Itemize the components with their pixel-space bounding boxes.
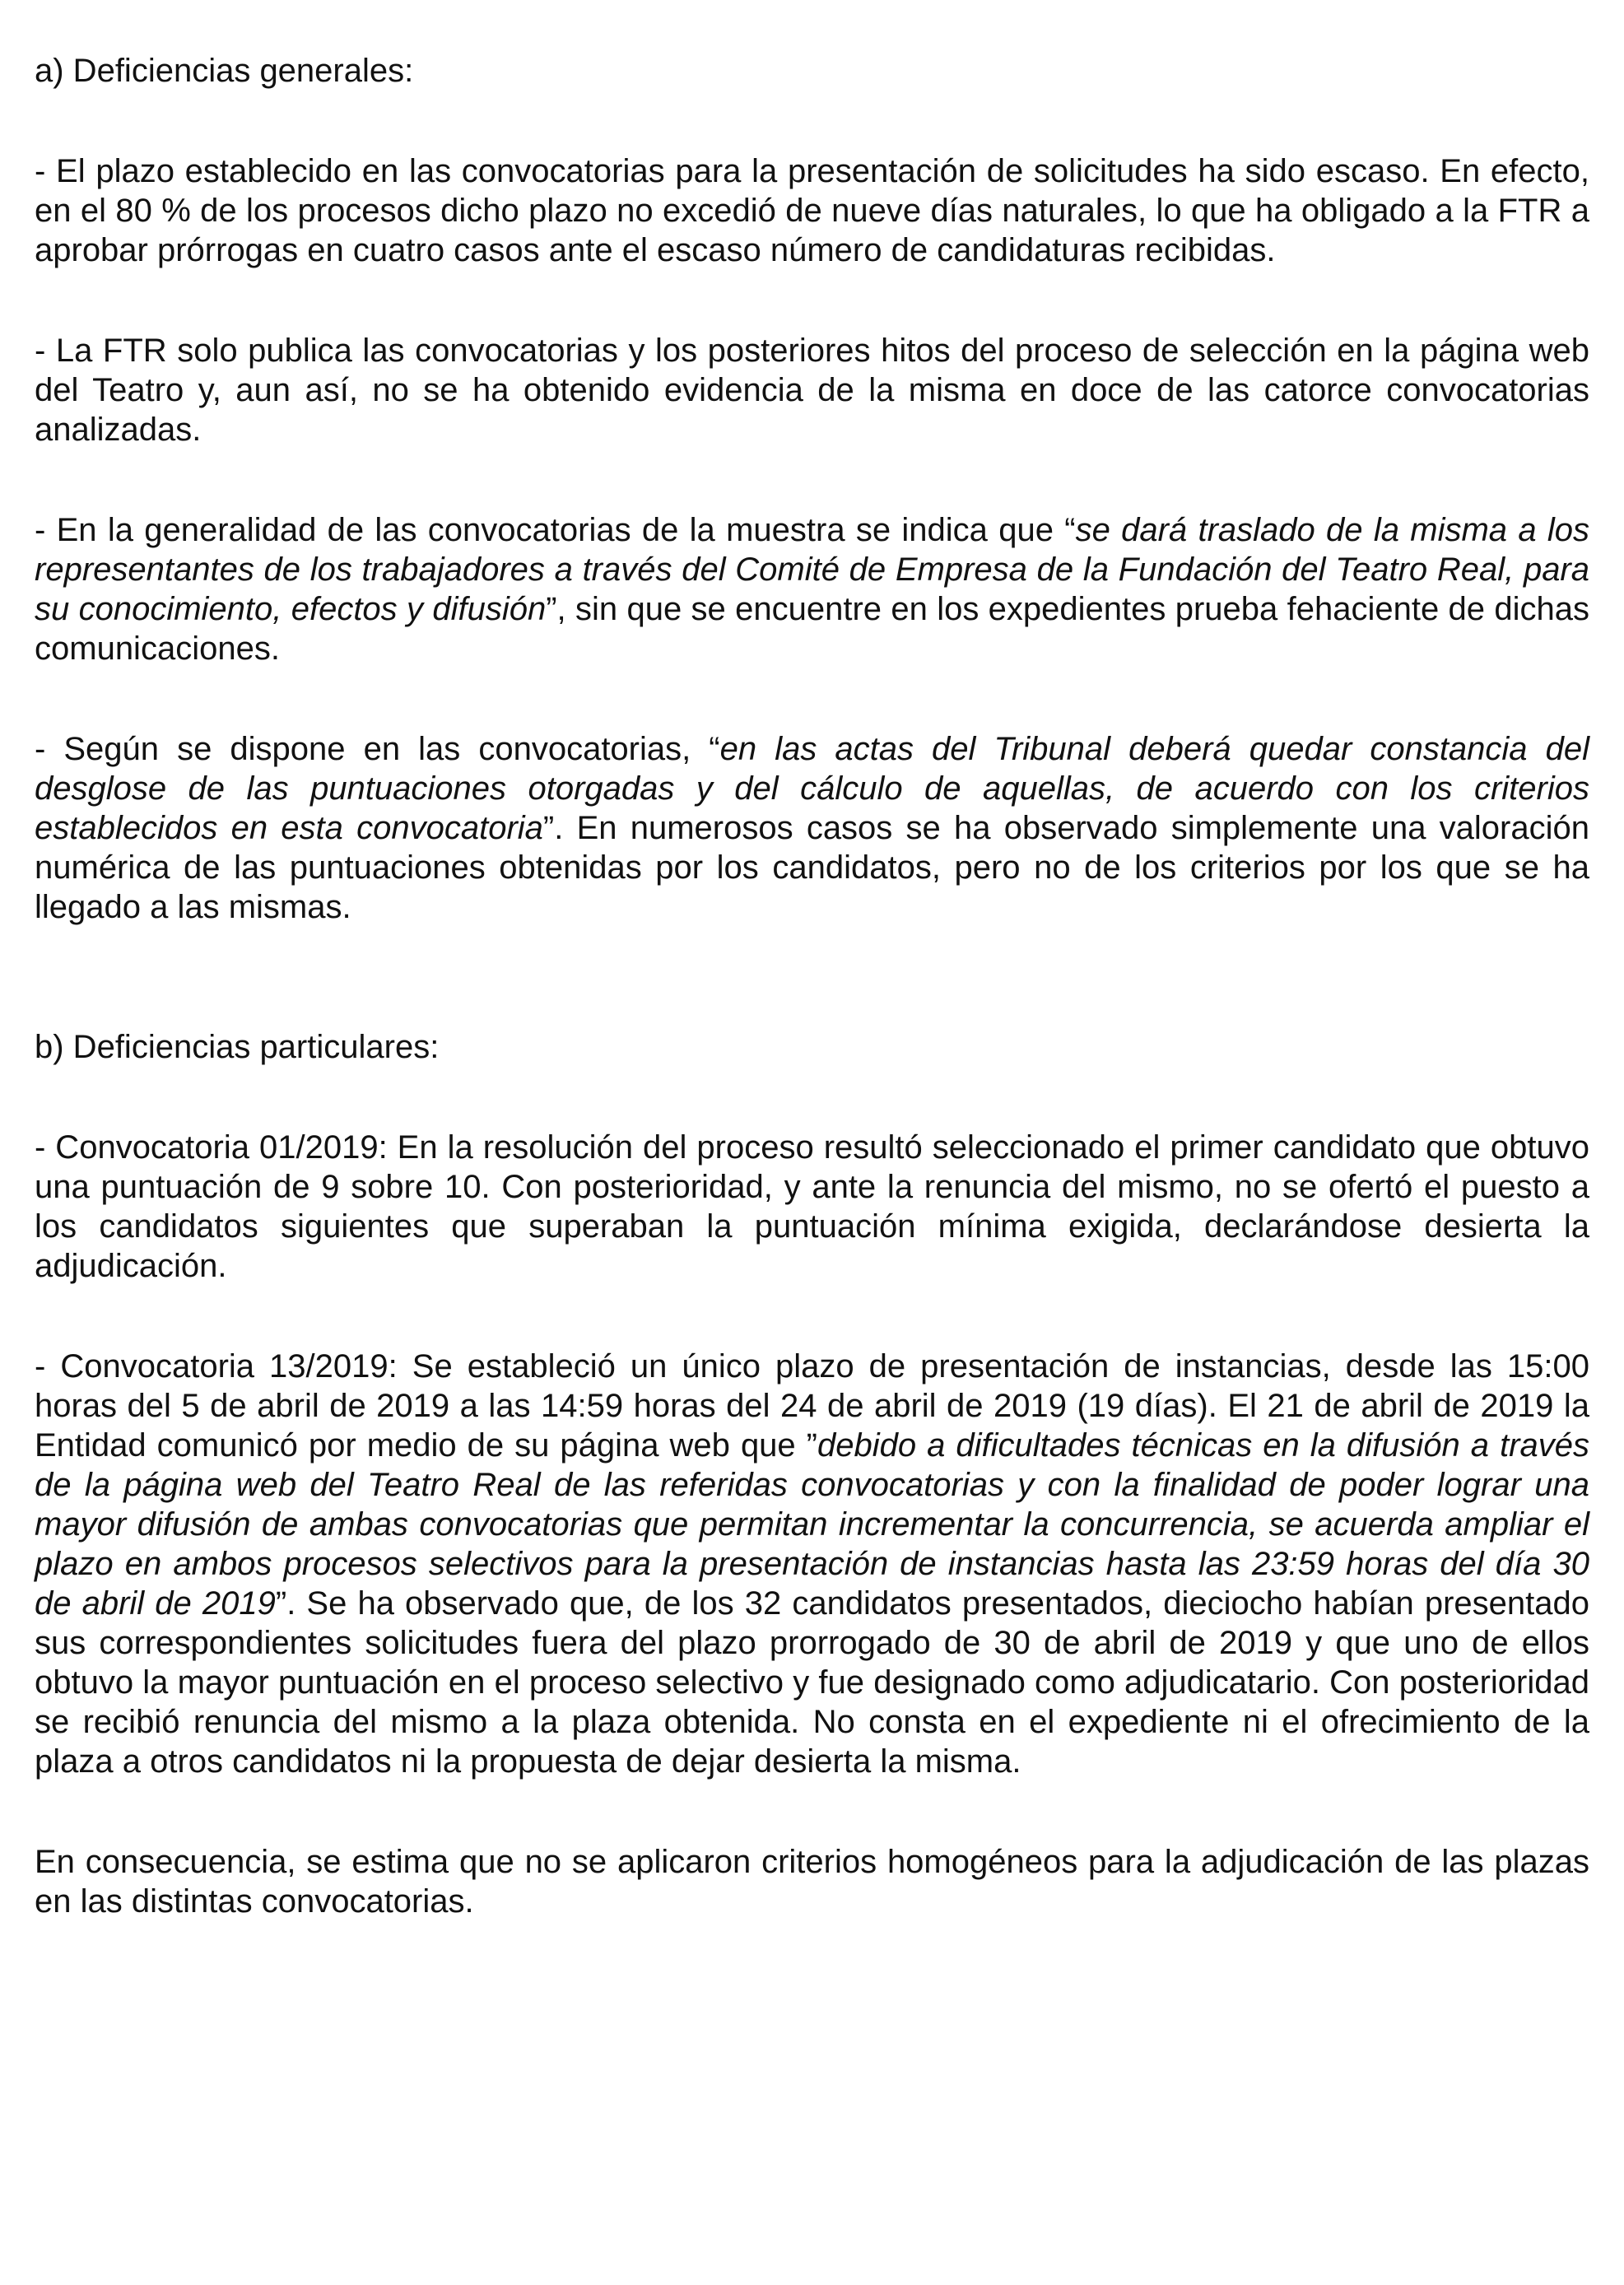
quoted-text: se dará traslado de la misma a los representantes de los trabajadores a través del Comité de Empresa de la Fundación del Teatro Real, para su conocimiento, efectos y difusión (35, 512, 1589, 627)
quote-outro: ”, sin que se encuentre en los expedientes prueba fehaciente de dichas comunicaciones. (35, 591, 1589, 667)
quoted-text: en las actas del Tribunal deberá quedar constancia del desglose de las puntuaciones otorgadas y del cálculo de aquellas, de acuerdo con los criterios establecidos en esta convocatoria (35, 731, 1589, 846)
quote-outro: ”. En numerosos casos se ha observado simplemente una valoración numérica de las puntuaciones obtenidas por los candidatos, pero no de los criterios por los que se ha llegado a las mismas. (35, 810, 1589, 925)
section-b-paragraph-2 (35, 1347, 1589, 1781)
section-a-heading: a) Deficiencias generales: (35, 53, 414, 89)
section-a-paragraph-3 (35, 510, 1589, 668)
quote-intro: - En la generalidad de las convocatorias de la muestra se indica que “ (35, 512, 1076, 548)
quoted-text: debido a dificultades técnicas en la difusión a través de la página web del Teatro Real de las referidas convocatorias y con la finalidad de poder lograr una mayor difusión de ambas convocatorias que permitan incrementar la concurrencia, se acuerda ampliar el plazo en ambos procesos selectivos para la presentación de instancias hasta las 23:59 horas del día 30 de abril de 2019 (35, 1427, 1589, 1622)
section-b-heading: b) Deficiencias particulares: (35, 1029, 440, 1065)
section-a-paragraph-2: - La FTR solo publica las convocatorias y los posteriores hitos del proceso de selección en la página web del Teatro y, aun así, no se ha obtenido evidencia de la misma en doce de las catorce convocatorias analizadas. (35, 333, 1589, 448)
quote-intro: - Según se dispone en las convocatorias, “ (35, 731, 720, 767)
section-a-paragraph-4 (35, 729, 1589, 927)
section-b-paragraph-1: - Convocatoria 01/2019: En la resolución del proceso resultó seleccionado el primer candidato que obtuvo una puntuación de 9 sobre 10. Con posterioridad, y ante la renuncia del mismo, no se ofertó el puesto a los candidatos siguientes que superaban la puntuación mínima exigida, declarándose desierta la adjudicación. (35, 1129, 1589, 1284)
quote-intro: - Convocatoria 13/2019: Se estableció un único plazo de presentación de instancias, desde las 15:00 horas del 5 de abril de 2019 a las 14:59 horas del 24 de abril de 2019 (19 días). El 21 de abril de 2019 la Entidad comunicó por medio de su página web que ” (35, 1348, 1589, 1464)
quote-outro: ”. Se ha observado que, de los 32 candidatos presentados, dieciocho habían presentado sus correspondientes solicitudes fuera del plazo prorrogado de 30 de abril de 2019 y que uno de ellos obtuvo la mayor puntuación en el proceso selectivo y fue designado como adjudicatario. Con posterioridad se recibió renuncia del mismo a la plaza obtenida. No consta en el expediente ni el ofrecimiento de la plaza a otros candidatos ni la propuesta de dejar desierta la misma. (35, 1585, 1589, 1780)
section-a-paragraph-1: - El plazo establecido en las convocatorias para la presentación de solicitudes ha sido escaso. En efecto, en el 80 % de los procesos dicho plazo no excedió de nueve días naturales, lo que ha obligado a la FTR a aprobar prórrogas en cuatro casos ante el escaso número de candidaturas recibidas. (35, 153, 1589, 268)
conclusion-paragraph: En consecuencia, se estima que no se aplicaron criterios homogéneos para la adjudicación de las plazas en las distintas convocatorias. (35, 1844, 1589, 1920)
